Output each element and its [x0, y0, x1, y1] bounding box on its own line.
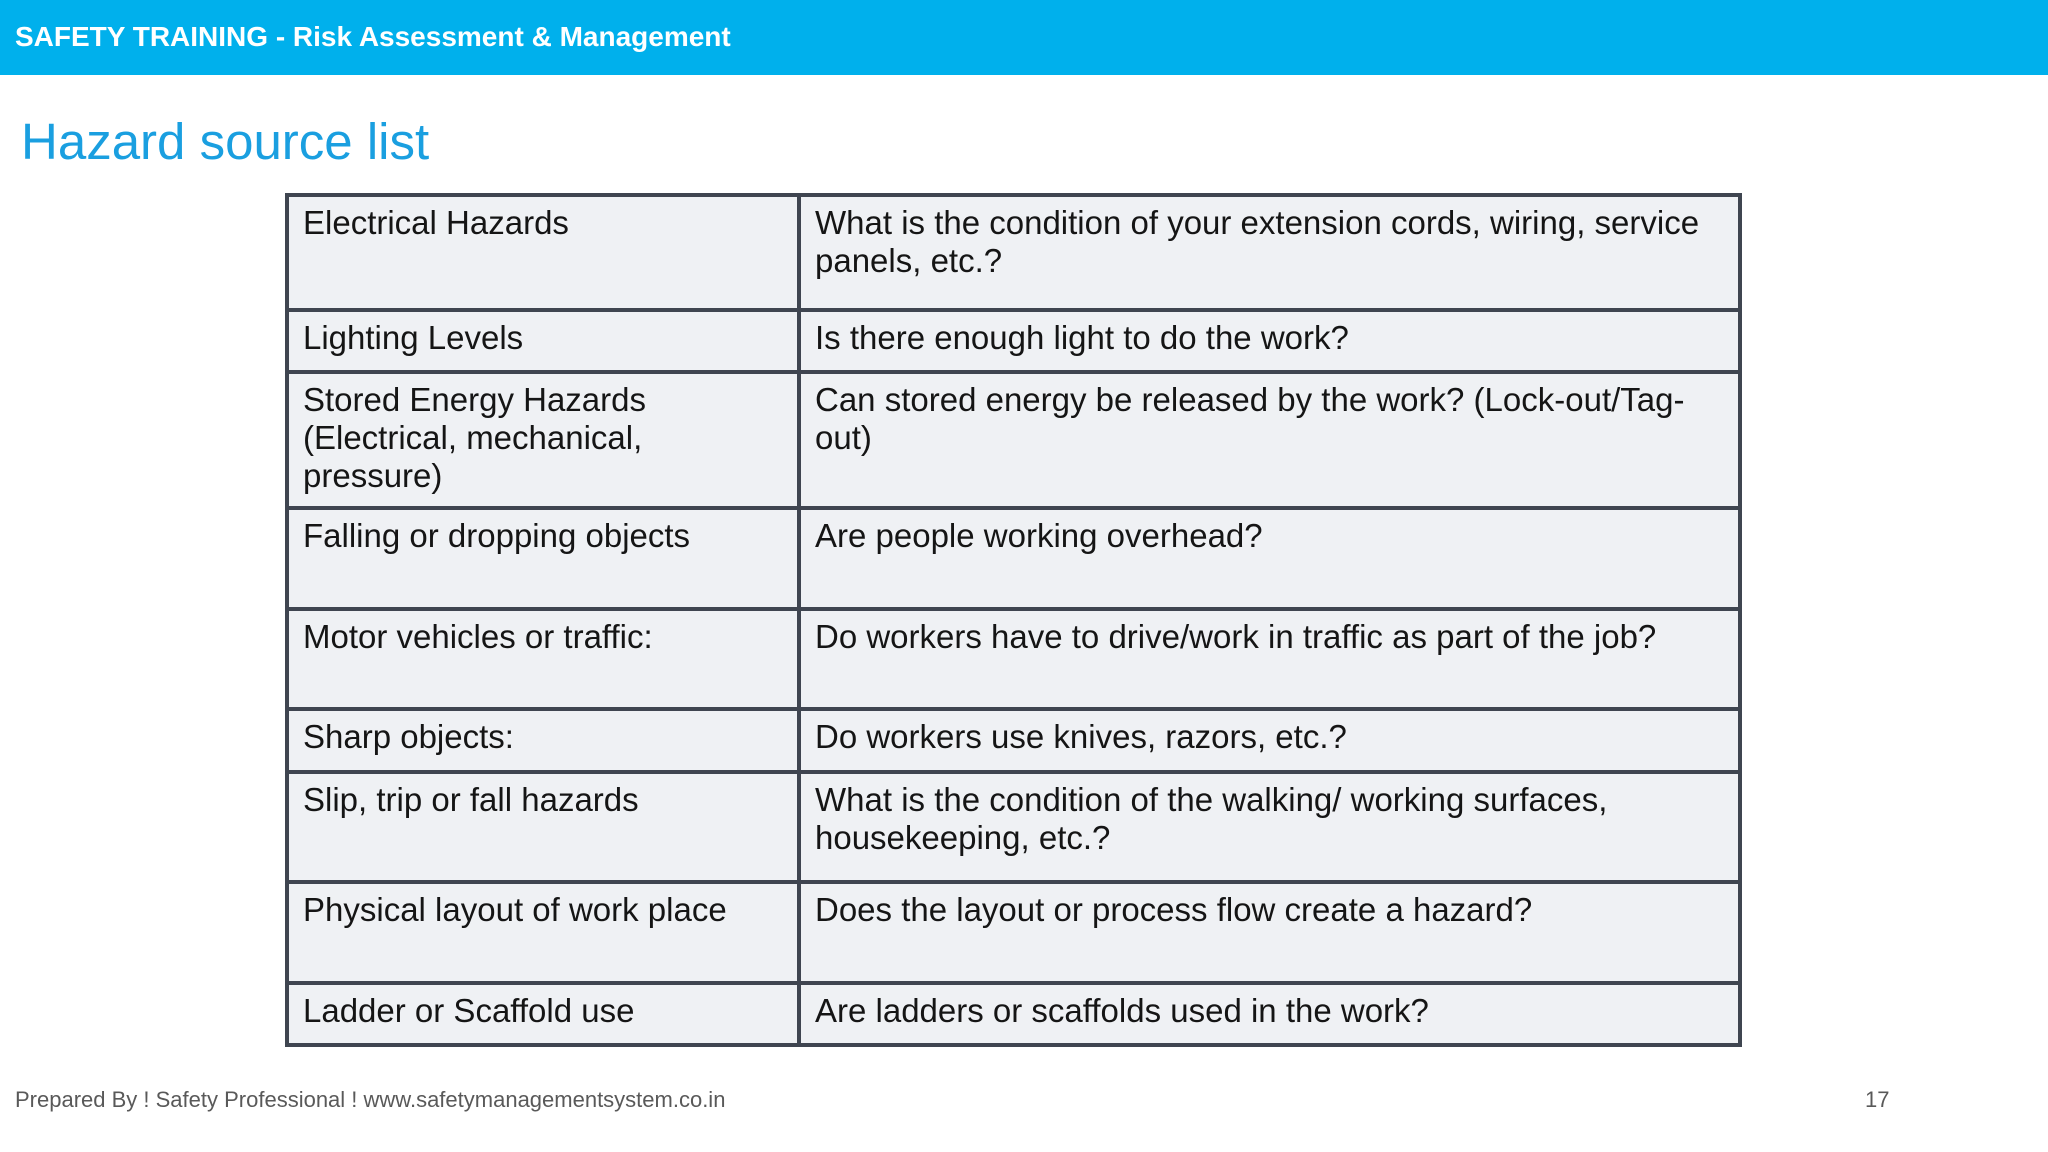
hazard-cell: Motor vehicles or traffic:: [289, 611, 797, 707]
question-cell: What is the condition of your extension cords, wiring, service panels, etc.?: [801, 197, 1738, 308]
table-row: [289, 884, 1738, 980]
header-bar: [0, 0, 2048, 75]
hazard-cell: Slip, trip or fall hazards: [289, 774, 797, 881]
question-cell: Do workers have to drive/work in traffic as part of the job?: [801, 611, 1738, 707]
header-title: SAFETY TRAINING - Risk Assessment & Management: [15, 21, 731, 52]
table-row: [289, 711, 1738, 769]
table-row: [289, 774, 1738, 881]
hazard-cell: Physical layout of work place: [289, 884, 797, 980]
question-cell: What is the condition of the walking/ working surfaces, housekeeping, etc.?: [801, 774, 1738, 881]
hazard-cell: Lighting Levels: [289, 312, 797, 370]
table-row: [289, 510, 1738, 606]
hazard-cell: Stored Energy Hazards (Electrical, mechanical, pressure): [289, 374, 797, 507]
question-cell: Does the layout or process flow create a hazard?: [801, 884, 1738, 980]
table-row: [289, 312, 1738, 370]
hazard-cell: Electrical Hazards: [289, 197, 797, 308]
hazard-cell: Ladder or Scaffold use: [289, 985, 797, 1043]
slide-title: Hazard source list: [21, 113, 430, 170]
hazard-table-container: [285, 193, 1742, 1047]
question-cell: Are ladders or scaffolds used in the work?: [801, 985, 1738, 1043]
question-cell: Are people working overhead?: [801, 510, 1738, 606]
hazard-cell: Sharp objects:: [289, 711, 797, 769]
footer-credit: Prepared By ! Safety Professional ! www.safetymanagementsystem.co.in: [15, 1087, 726, 1112]
hazard-table: [285, 193, 1742, 1047]
table-row: [289, 985, 1738, 1043]
question-cell: Do workers use knives, razors, etc.?: [801, 711, 1738, 769]
table-row: [289, 611, 1738, 707]
table-row: [289, 374, 1738, 507]
table-row: [289, 197, 1738, 308]
hazard-cell: Falling or dropping objects: [289, 510, 797, 606]
question-cell: Can stored energy be released by the work? (Lock-out/Tag-out): [801, 374, 1738, 507]
page-number: 17: [1865, 1087, 1890, 1112]
question-cell: Is there enough light to do the work?: [801, 312, 1738, 370]
